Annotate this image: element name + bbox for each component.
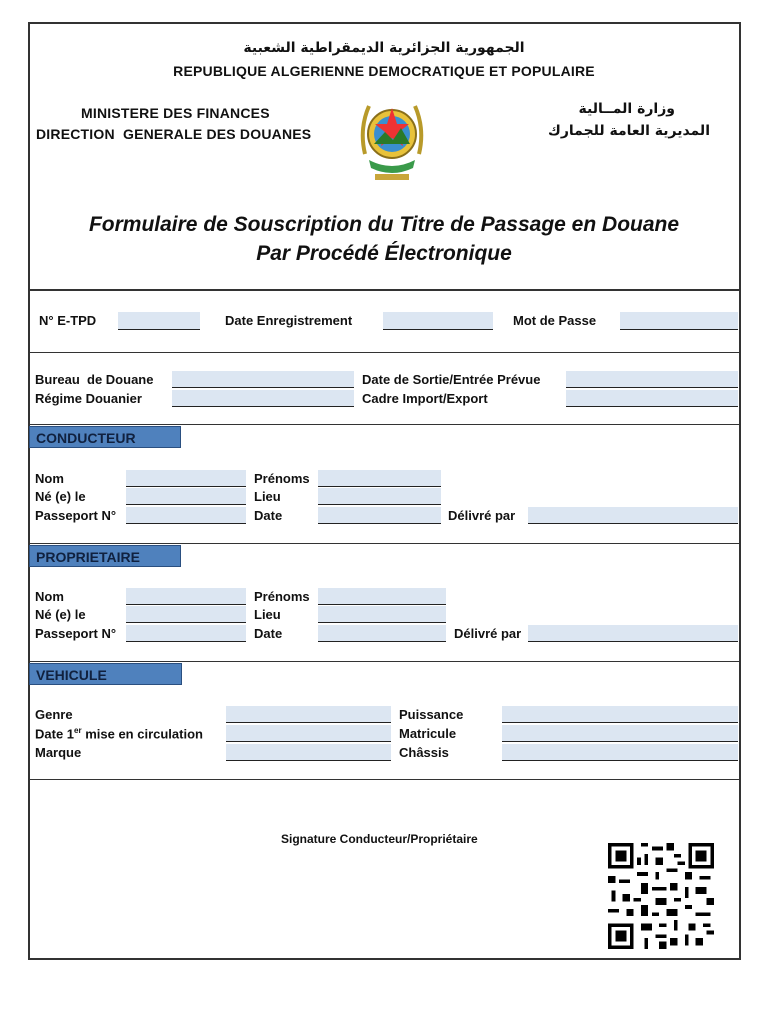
vehicule-chassis-field[interactable] (502, 744, 738, 761)
vehicule-chassis-label: Châssis (399, 745, 449, 760)
arabic-republic-title: الجمهورية الجزائرية الديمقراطية الشعبية (243, 40, 525, 56)
divider-header (28, 289, 741, 291)
direction-fr: DIRECTION GENERALE DES DOUANES (36, 126, 312, 142)
vehicule-matricule-field[interactable] (502, 725, 738, 742)
french-republic-title: REPUBLIQUE ALGERIENNE DEMOCRATIQUE ET POPULAIRE (173, 63, 595, 79)
proprietaire-lieu-label: Lieu (254, 607, 281, 622)
direction-ar: المديرية العامة للجمارك (548, 123, 710, 139)
proprietaire-ne-field[interactable] (126, 606, 246, 623)
proprietaire-ne-label: Né (e) le (35, 607, 86, 622)
cadre-field[interactable] (566, 390, 738, 407)
conducteur-passeport-label: Passeport N° (35, 508, 117, 523)
proprietaire-date-label: Date (254, 626, 283, 641)
section-vehicule: VEHICULE (29, 663, 182, 685)
date-sortie-label: Date de Sortie/Entrée Prévue (362, 372, 541, 387)
mot-de-passe-field[interactable] (620, 312, 738, 330)
proprietaire-nom-field[interactable] (126, 588, 246, 605)
conducteur-ne-label: Né (e) le (35, 489, 86, 504)
vehicule-matricule-label: Matricule (399, 726, 457, 741)
form-title-line1: Formulaire de Souscription du Titre de Passage en Douane (88, 213, 680, 236)
regime-douanier-label: Régime Douanier (35, 391, 142, 406)
divider-proprietaire (28, 661, 741, 662)
conducteur-prenoms-label: Prénoms (254, 471, 310, 486)
date-superscript: er (74, 726, 82, 735)
date-suffix: mise en circulation (81, 726, 203, 742)
conducteur-nom-label: Nom (35, 471, 64, 486)
vehicule-date-circulation-label (35, 726, 203, 741)
proprietaire-prenoms-field[interactable] (318, 588, 446, 605)
vehicule-date-circulation-field[interactable] (226, 725, 391, 742)
divider-bureau (28, 424, 741, 425)
conducteur-date-label: Date (254, 508, 283, 523)
date-enregistrement-label: Date Enregistrement (225, 313, 353, 328)
bureau-douane-field[interactable] (172, 371, 354, 388)
etpd-label: N° E-TPD (39, 313, 97, 328)
conducteur-lieu-label: Lieu (254, 489, 281, 504)
conducteur-lieu-field[interactable] (318, 488, 441, 505)
ministry-ar: وزارة المــالية (578, 101, 675, 117)
proprietaire-nom-label: Nom (35, 589, 64, 604)
conducteur-delivre-field[interactable] (528, 507, 738, 524)
proprietaire-passeport-label: Passeport N° (35, 626, 117, 641)
etpd-field[interactable] (118, 312, 200, 330)
proprietaire-delivre-label: Délivré par (454, 626, 522, 641)
divider-top-row (28, 352, 741, 353)
proprietaire-date-field[interactable] (318, 625, 446, 642)
vehicule-marque-field[interactable] (226, 744, 391, 761)
vehicule-marque-label: Marque (35, 745, 82, 760)
vehicule-genre-field[interactable] (226, 706, 391, 723)
vehicule-puissance-field[interactable] (502, 706, 738, 723)
proprietaire-lieu-field[interactable] (318, 606, 446, 623)
conducteur-delivre-label: Délivré par (448, 508, 516, 523)
conducteur-date-field[interactable] (318, 507, 441, 524)
divider-conducteur (28, 543, 741, 544)
customs-emblem-icon (357, 94, 427, 186)
cadre-label: Cadre Import/Export (362, 391, 488, 406)
date-prefix: Date 1 (35, 726, 75, 742)
date-sortie-field[interactable] (566, 371, 738, 388)
divider-vehicule (28, 779, 741, 780)
conducteur-passeport-field[interactable] (126, 507, 246, 524)
section-conducteur: CONDUCTEUR (29, 426, 181, 448)
qr-code-icon (605, 843, 717, 949)
date-enregistrement-field[interactable] (383, 312, 493, 330)
section-proprietaire: PROPRIETAIRE (29, 545, 181, 567)
regime-douanier-field[interactable] (172, 390, 354, 407)
vehicule-genre-label: Genre (35, 707, 73, 722)
conducteur-ne-field[interactable] (126, 488, 246, 505)
proprietaire-passeport-field[interactable] (126, 625, 246, 642)
vehicule-puissance-label: Puissance (399, 707, 464, 722)
proprietaire-prenoms-label: Prénoms (254, 589, 310, 604)
ministry-fr: MINISTERE DES FINANCES (81, 105, 270, 121)
conducteur-nom-field[interactable] (126, 470, 246, 487)
conducteur-prenoms-field[interactable] (318, 470, 441, 487)
proprietaire-delivre-field[interactable] (528, 625, 738, 642)
signature-label: Signature Conducteur/Propriétaire (281, 832, 478, 846)
form-title-line2: Par Procédé Électronique (256, 242, 512, 265)
bureau-douane-label: Bureau de Douane (35, 372, 154, 387)
mot-de-passe-label: Mot de Passe (513, 313, 597, 328)
